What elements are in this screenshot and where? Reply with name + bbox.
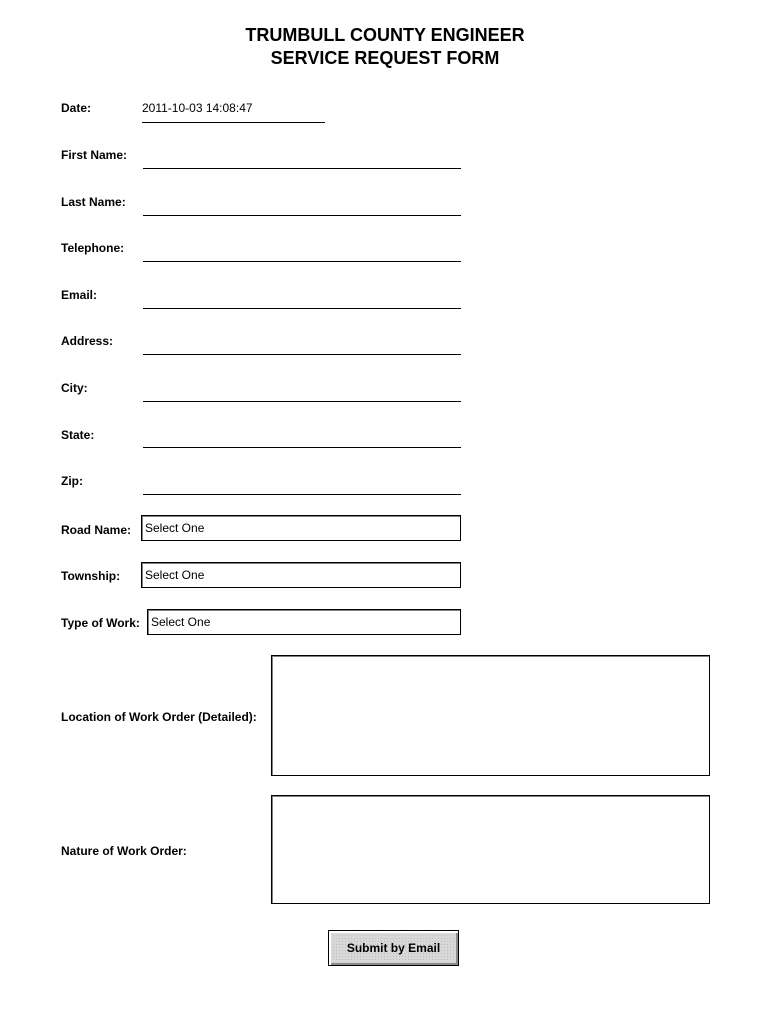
last-name-label: Last Name: (61, 195, 126, 209)
type-of-work-select[interactable]: Select One (147, 609, 461, 635)
last-name-field[interactable] (143, 196, 461, 216)
state-label: State: (61, 428, 95, 442)
township-select[interactable]: Select One (141, 562, 461, 588)
form-title-line1: TRUMBULL COUNTY ENGINEER (245, 25, 525, 45)
road-name-label: Road Name: (61, 523, 132, 537)
email-label: Email: (61, 288, 98, 302)
nature-textarea[interactable] (271, 795, 710, 904)
nature-label: Nature of Work Order: (61, 844, 187, 858)
submit-by-email-button[interactable]: Submit by Email (328, 930, 459, 966)
state-field[interactable] (143, 428, 461, 448)
road-name-select[interactable]: Select One (141, 515, 461, 541)
email-field[interactable] (143, 289, 461, 309)
address-field[interactable] (143, 335, 461, 355)
telephone-label: Telephone: (61, 241, 125, 255)
first-name-field[interactable] (143, 149, 461, 169)
date-label: Date: (61, 101, 92, 115)
address-label: Address: (61, 334, 114, 348)
city-label: City: (61, 381, 88, 395)
city-field[interactable] (143, 382, 461, 402)
zip-field[interactable] (143, 475, 461, 495)
date-field[interactable]: 2011-10-03 14:08:47 (142, 99, 325, 123)
telephone-field[interactable] (143, 242, 461, 262)
township-label: Township: (61, 569, 121, 583)
form-title-line2: SERVICE REQUEST FORM (270, 48, 500, 68)
type-of-work-label: Type of Work: (61, 616, 140, 630)
location-label: Location of Work Order (Detailed): (61, 710, 257, 724)
zip-label: Zip: (61, 474, 83, 488)
first-name-label: First Name: (61, 148, 128, 162)
location-textarea[interactable] (271, 655, 710, 776)
